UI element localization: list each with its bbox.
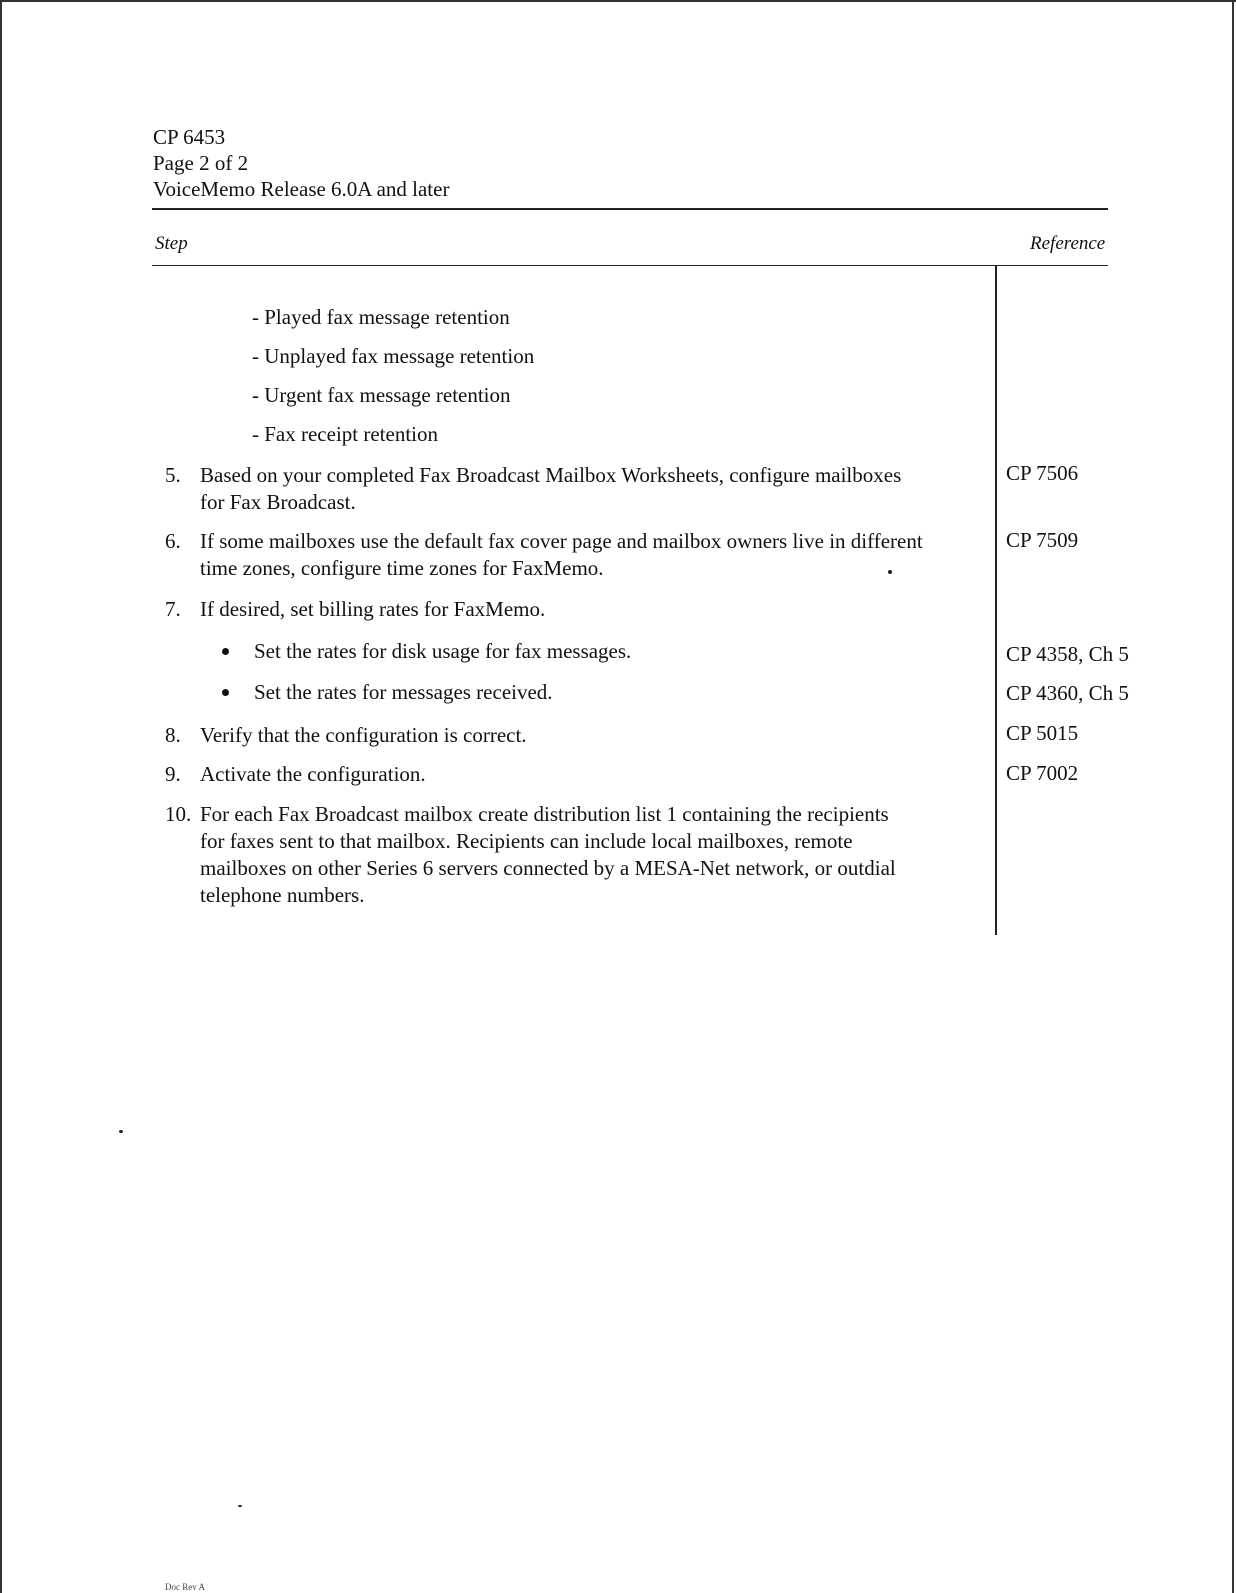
bullet-icon	[222, 648, 229, 655]
bullet-text: Set the rates for messages received.	[254, 680, 553, 704]
scan-speck	[119, 1130, 123, 1133]
retention-item: - Unplayed fax message retention	[252, 344, 535, 368]
column-header-rule	[152, 265, 1108, 266]
bullet-reference: CP 4358, Ch 5	[1006, 642, 1129, 666]
scan-speck	[888, 570, 892, 574]
step-text-line: For each Fax Broadcast mailbox create distribution list 1 containing the recipients	[200, 802, 889, 826]
step-number: 10.	[165, 802, 192, 826]
step-number: 7.	[165, 597, 181, 621]
step-number: 5.	[165, 463, 181, 487]
retention-item: - Fax receipt retention	[252, 422, 439, 446]
step-reference: CP 7506	[1006, 461, 1079, 485]
page-border-left	[0, 0, 2, 1593]
step-number: 8.	[165, 723, 181, 747]
doc-id: CP 6453	[153, 125, 226, 149]
retention-item: - Urgent fax message retention	[252, 383, 511, 407]
step-reference: CP 5015	[1006, 721, 1079, 745]
scan-speck	[238, 1505, 242, 1507]
step-reference: CP 7509	[1006, 528, 1079, 552]
column-header-step: Step	[155, 233, 188, 254]
page-number: Page 2 of 2	[153, 151, 249, 175]
step-text-line: time zones, configure time zones for FaxMemo.	[200, 556, 604, 580]
bullet-icon	[222, 689, 229, 696]
reference-column-divider	[995, 266, 997, 935]
header-rule	[152, 208, 1108, 210]
step-text-line: for Fax Broadcast.	[200, 490, 356, 514]
release-label: VoiceMemo Release 6.0A and later	[153, 177, 450, 201]
column-header-reference: Reference	[1030, 233, 1106, 254]
step-number: 6.	[165, 529, 181, 553]
step-text-line: Based on your completed Fax Broadcast Mailbox Worksheets, configure mailboxes	[200, 463, 902, 487]
bullet-text: Set the rates for disk usage for fax messages.	[254, 639, 632, 663]
step-text-line: telephone numbers.	[200, 883, 365, 907]
step-text-line: If desired, set billing rates for FaxMemo.	[200, 597, 546, 621]
page-border-right	[1232, 0, 1234, 1593]
step-number: 9.	[165, 762, 181, 786]
step-text-line: Verify that the configuration is correct.	[200, 723, 527, 747]
footer-text: Doc Rev A	[165, 1582, 205, 1592]
step-text-line: Activate the configuration.	[200, 762, 426, 786]
step-text-line: If some mailboxes use the default fax cover page and mailbox owners live in different	[200, 529, 923, 553]
page-border-top	[0, 0, 1236, 2]
retention-item: - Played fax message retention	[252, 305, 510, 329]
bullet-reference: CP 4360, Ch 5	[1006, 681, 1129, 705]
step-text-line: for faxes sent to that mailbox. Recipients can include local mailboxes, remote	[200, 829, 853, 853]
step-text-line: mailboxes on other Series 6 servers connected by a MESA-Net network, or outdial	[200, 856, 896, 880]
step-reference: CP 7002	[1006, 761, 1079, 785]
document-header	[153, 124, 449, 202]
